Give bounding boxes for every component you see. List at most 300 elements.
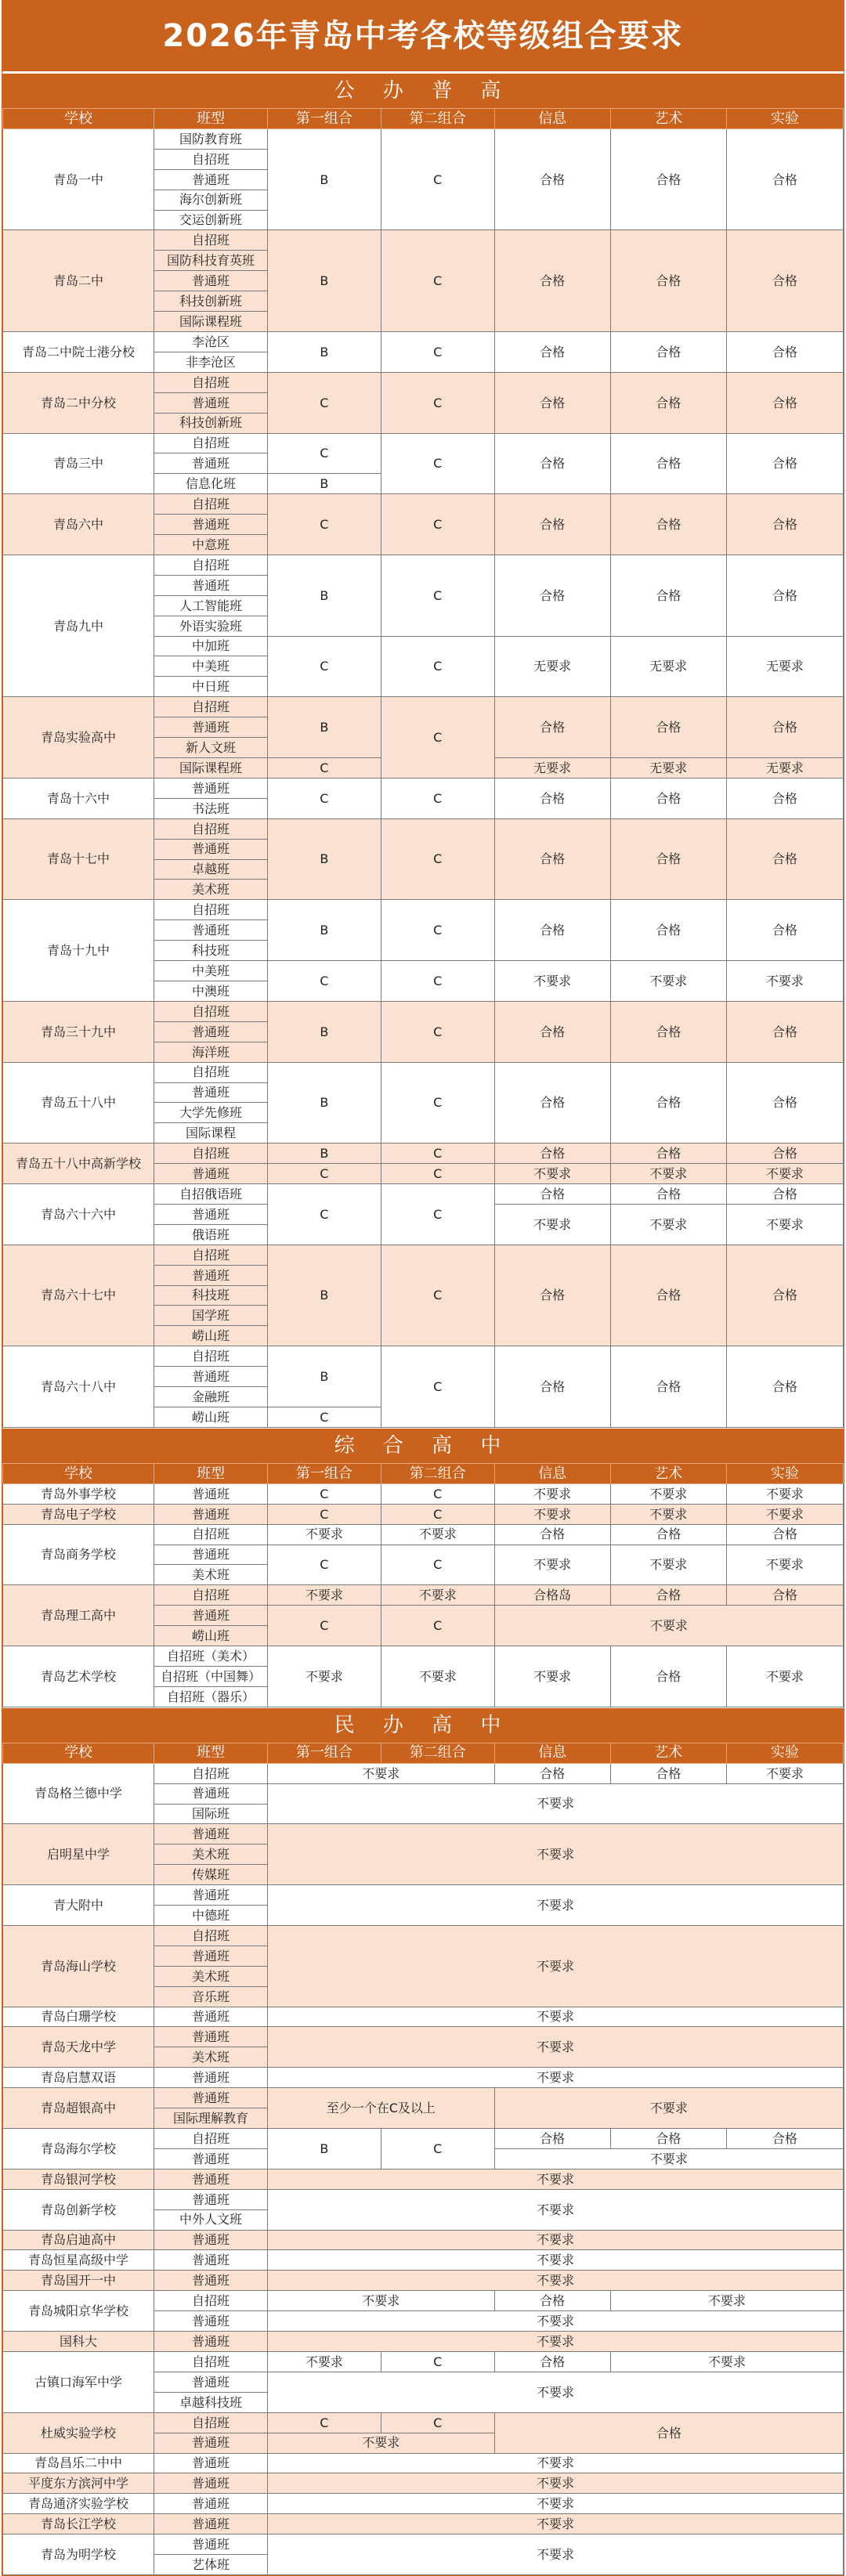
table-row xyxy=(3,1245,844,1265)
class-type: 普通班 xyxy=(154,2473,268,2494)
class-type: 普通班 xyxy=(154,1946,268,1966)
column-header: 班型 xyxy=(154,109,268,129)
class-type: 外语实验班 xyxy=(154,616,268,636)
class-type: 普通班 xyxy=(154,2250,268,2271)
table-row xyxy=(3,1763,844,1783)
class-type: 国际班 xyxy=(154,1804,268,1824)
grade-combo-2: C xyxy=(381,1346,494,1428)
class-type: 自招班 xyxy=(154,2351,268,2372)
class-type: 人工智能班 xyxy=(154,595,268,616)
grade-combo-1: 不要求 xyxy=(267,1646,381,1707)
lab-requirement: 合格 xyxy=(726,2129,843,2149)
info-requirement: 合格 xyxy=(494,1062,610,1143)
lab-requirement: 合格 xyxy=(726,1346,843,1428)
class-type: 崂山班 xyxy=(154,1326,268,1346)
grade-combo-2: C xyxy=(381,230,494,332)
class-type: 普通班 xyxy=(154,392,268,413)
table-row xyxy=(3,2271,844,2291)
table-row xyxy=(3,2332,844,2352)
grade-combo-2: C xyxy=(381,778,494,818)
art-requirement: 无要求 xyxy=(610,758,726,779)
lab-requirement: 合格 xyxy=(726,697,843,758)
table-row xyxy=(3,1184,844,1205)
grade-combo-1: 不要求 xyxy=(267,2351,381,2372)
class-type: 普通班 xyxy=(154,2027,268,2047)
class-type: 普通班 xyxy=(154,1265,268,1285)
class-type: 普通班 xyxy=(154,1367,268,1387)
class-type: 自招班 xyxy=(154,1524,268,1545)
table-row xyxy=(3,778,844,798)
lab-requirement: 不要求 xyxy=(726,1763,843,1783)
grade-combo-2: C xyxy=(381,433,494,494)
table-row xyxy=(3,2534,844,2555)
art-requirement: 合格 xyxy=(610,778,726,818)
class-type: 普通班 xyxy=(154,271,268,291)
requirements: 不要求 xyxy=(267,2473,843,2494)
class-type: 自招班 xyxy=(154,555,268,575)
table-row xyxy=(3,128,844,149)
class-type: 普通班 xyxy=(154,920,268,941)
column-header: 班型 xyxy=(154,1463,268,1483)
grade-combo-1: B xyxy=(267,900,381,961)
class-type: 普通班 xyxy=(154,453,268,474)
info-requirement: 合格 xyxy=(494,778,610,818)
grade-combo-2: C xyxy=(381,372,494,433)
class-type: 普通班 xyxy=(154,2271,268,2291)
class-type: 自招班 xyxy=(154,697,268,717)
info-requirement: 合格 xyxy=(494,1245,610,1346)
column-header: 第二组合 xyxy=(381,1743,494,1763)
info-requirement: 合格 xyxy=(494,1346,610,1428)
class-type: 自招班（中国舞） xyxy=(154,1666,268,1686)
grade-combo-1: C xyxy=(267,433,381,474)
class-type: 普通班 xyxy=(154,2189,268,2209)
class-type: 美术班 xyxy=(154,880,268,900)
art-requirement: 不要求 xyxy=(610,961,726,1002)
table-row xyxy=(3,2291,844,2311)
table-row xyxy=(3,1524,844,1545)
table-row xyxy=(3,331,844,352)
class-type: 国际课程 xyxy=(154,1123,268,1143)
class-type: 普通班 xyxy=(154,2169,268,2189)
school-name: 青岛六十七中 xyxy=(3,1245,154,1346)
grade-combo-2: 不要求 xyxy=(381,1646,494,1707)
grade-combo-1: B xyxy=(267,2129,381,2170)
school-name: 青岛六中 xyxy=(3,494,154,555)
table-row xyxy=(3,1062,844,1082)
school-name: 青岛创新学校 xyxy=(3,2189,154,2230)
class-type: 中美班 xyxy=(154,961,268,981)
table-row xyxy=(3,494,844,515)
class-type: 崂山班 xyxy=(154,1626,268,1646)
info-requirement: 合格 xyxy=(494,2291,610,2311)
class-type: 自招班 xyxy=(154,149,268,169)
class-type: 自招班 xyxy=(154,1925,268,1946)
class-type: 国防科技育英班 xyxy=(154,251,268,271)
requirements: 不要求 xyxy=(267,2494,843,2514)
grade-combo-1: B xyxy=(267,474,381,494)
school-name: 青岛格兰德中学 xyxy=(3,1763,154,1824)
info-requirement: 合格 xyxy=(494,555,610,636)
class-type: 音乐班 xyxy=(154,1986,268,2007)
column-header: 学校 xyxy=(3,1463,154,1483)
art-requirement: 合格 xyxy=(610,900,726,961)
class-type: 自招班 xyxy=(154,1062,268,1082)
lab-requirement: 合格 xyxy=(726,331,843,372)
school-name: 古镇口海军中学 xyxy=(3,2351,154,2412)
lab-requirement: 合格 xyxy=(726,1001,843,1062)
column-header: 第一组合 xyxy=(267,1743,381,1763)
table-header-row xyxy=(3,1463,844,1483)
grade-combo-1: B xyxy=(267,230,381,332)
sections-container xyxy=(2,73,844,2575)
school-name: 国科大 xyxy=(3,2332,154,2352)
art-requirement: 合格 xyxy=(610,697,726,758)
table-row xyxy=(3,2088,844,2108)
grade-combo-2: C xyxy=(381,2412,494,2433)
class-type: 普通班 xyxy=(154,1204,268,1224)
grade-combo-1: C xyxy=(267,636,381,697)
class-type: 国际课程班 xyxy=(154,758,268,779)
table-header-row xyxy=(3,109,844,129)
class-type: 普通班 xyxy=(154,839,268,859)
info-requirement: 合格 xyxy=(494,331,610,372)
table-row xyxy=(3,2129,844,2149)
info-requirement: 合格 xyxy=(494,1143,610,1164)
info-requirement: 合格 xyxy=(494,1524,610,1545)
table-row xyxy=(3,697,844,717)
lab-requirement: 合格 xyxy=(726,372,843,433)
class-type: 中外人文班 xyxy=(154,2209,268,2230)
school-name: 杜威实验学校 xyxy=(3,2412,154,2453)
column-header: 实验 xyxy=(726,109,843,129)
grade-combo-2: 不要求 xyxy=(381,1585,494,1606)
table-header-row xyxy=(3,1743,844,1763)
school-name: 青岛五十八中 xyxy=(3,1062,154,1143)
school-name: 青岛电子学校 xyxy=(3,1504,154,1524)
school-name: 青岛银河学校 xyxy=(3,2169,154,2189)
grade-combo-2: C xyxy=(381,555,494,636)
lab-requirement: 不要求 xyxy=(726,961,843,1002)
table-row xyxy=(3,433,844,453)
school-name: 青岛实验高中 xyxy=(3,697,154,779)
school-name: 青岛三中 xyxy=(3,433,154,494)
class-type: 自招班 xyxy=(154,230,268,251)
grade-combo-1: B xyxy=(267,1245,381,1346)
class-type: 卓越科技班 xyxy=(154,2392,268,2412)
requirements-table xyxy=(2,108,844,1428)
requirements: 不要求 xyxy=(267,1925,843,2007)
class-type: 国学班 xyxy=(154,1306,268,1326)
art-requirement: 无要求 xyxy=(610,636,726,697)
class-type: 普通班 xyxy=(154,1545,268,1565)
class-type: 海洋班 xyxy=(154,1042,268,1062)
table-row xyxy=(3,2027,844,2047)
lab-requirement: 无要求 xyxy=(726,758,843,779)
info-requirement: 不要求 xyxy=(494,1204,610,1245)
grade-combo-1: B xyxy=(267,128,381,230)
grade-combo-1: B xyxy=(267,331,381,372)
lab-requirement: 不要求 xyxy=(726,1164,843,1184)
class-type: 普通班 xyxy=(154,1483,268,1504)
class-type: 普通班 xyxy=(154,2372,268,2392)
grade-combo-2: C xyxy=(381,331,494,372)
class-type: 中德班 xyxy=(154,1906,268,1926)
art-requirement: 合格 xyxy=(610,331,726,372)
requirements: 不要求 xyxy=(267,2189,843,2230)
school-name: 青岛恒星高级中学 xyxy=(3,2250,154,2271)
school-name: 青岛商务学校 xyxy=(3,1524,154,1585)
grade-combo-2: C xyxy=(381,1606,494,1646)
art-requirement: 合格 xyxy=(610,433,726,494)
class-type: 李沧区 xyxy=(154,331,268,352)
grade-combo-1: C xyxy=(267,1504,381,1524)
class-type: 自招班 xyxy=(154,2291,268,2311)
column-header: 实验 xyxy=(726,1463,843,1483)
grade-combos: 至少一个在C及以上 xyxy=(267,2088,494,2129)
requirements: 不要求 xyxy=(267,2068,843,2088)
school-name: 青岛启迪高中 xyxy=(3,2230,154,2250)
column-header: 艺术 xyxy=(610,109,726,129)
table-row xyxy=(3,2494,844,2514)
class-type: 中美班 xyxy=(154,656,268,677)
grade-combo-1: C xyxy=(267,2412,381,2433)
grade-combo-2: C xyxy=(381,1483,494,1504)
art-requirement: 合格 xyxy=(610,372,726,433)
class-type: 中澳班 xyxy=(154,981,268,1001)
class-type: 美术班 xyxy=(154,1966,268,1986)
school-name: 青岛二中院士港分校 xyxy=(3,331,154,372)
requirements: 不要求 xyxy=(267,2311,843,2332)
lab-requirement: 合格 xyxy=(726,778,843,818)
other-requirements: 不要求 xyxy=(494,1606,843,1646)
grade-combo-1: C xyxy=(267,1483,381,1504)
column-header: 信息 xyxy=(494,109,610,129)
class-type: 自招班 xyxy=(154,1585,268,1606)
requirements: 不要求 xyxy=(267,2007,843,2027)
grade-combo-1: B xyxy=(267,818,381,900)
column-header: 实验 xyxy=(726,1743,843,1763)
lab-requirement: 合格 xyxy=(726,1143,843,1164)
class-type: 普通班 xyxy=(154,2433,268,2453)
school-name: 青岛昌乐二中中 xyxy=(3,2453,154,2473)
class-type: 自招班（器乐） xyxy=(154,1686,268,1707)
grade-combo-1: C xyxy=(267,1606,381,1646)
class-type: 科技创新班 xyxy=(154,291,268,312)
info-requirement: 不要求 xyxy=(494,1646,610,1707)
school-name: 青岛五十八中高新学校 xyxy=(3,1143,154,1184)
grade-combos: 不要求 xyxy=(267,2291,494,2311)
class-type: 自招班 xyxy=(154,1346,268,1367)
grade-combo-1: C xyxy=(267,1184,381,1245)
requirements: 不要求 xyxy=(267,2372,843,2412)
class-type: 普通班 xyxy=(154,2088,268,2108)
class-type: 崂山班 xyxy=(154,1407,268,1428)
requirements: 不要求 xyxy=(267,1783,843,1824)
art-requirement: 不要求 xyxy=(610,1483,726,1504)
requirements: 不要求 xyxy=(267,2534,843,2575)
school-name: 青岛海尔学校 xyxy=(3,2129,154,2170)
class-type: 普通班 xyxy=(154,515,268,535)
table-row xyxy=(3,2068,844,2088)
class-type: 普通班 xyxy=(154,1885,268,1906)
class-type: 信息化班 xyxy=(154,474,268,494)
info-requirement: 合格 xyxy=(494,697,610,758)
art-requirement: 不要求 xyxy=(610,1204,726,1245)
requirements: 不要求 xyxy=(267,1824,843,1885)
lab-requirement: 合格 xyxy=(726,494,843,555)
info-requirement: 合格岛 xyxy=(494,1585,610,1606)
school-name: 青岛通济实验学校 xyxy=(3,2494,154,2514)
school-name: 青岛启慧双语 xyxy=(3,2068,154,2088)
lab-requirement: 合格 xyxy=(726,900,843,961)
lab-requirement: 合格 xyxy=(726,230,843,332)
class-type: 交运创新班 xyxy=(154,210,268,230)
requirements: 不要求 xyxy=(267,2027,843,2068)
lab-requirement: 合格 xyxy=(726,555,843,636)
info-requirement: 无要求 xyxy=(494,636,610,697)
info-requirement: 无要求 xyxy=(494,758,610,779)
class-type: 普通班 xyxy=(154,1606,268,1626)
column-header: 第一组合 xyxy=(267,1463,381,1483)
other-requirements: 不要求 xyxy=(494,2088,843,2129)
class-type: 普通班 xyxy=(154,1824,268,1844)
class-type: 自招班 xyxy=(154,818,268,839)
grade-combo-1: B xyxy=(267,1346,381,1407)
section-title: 综 合 高 中 xyxy=(2,1428,844,1463)
art-requirement: 不要求 xyxy=(610,1164,726,1184)
class-type: 传媒班 xyxy=(154,1865,268,1885)
grade-combo-1: C xyxy=(267,961,381,1002)
school-name: 青大附中 xyxy=(3,1885,154,1926)
class-type: 大学先修班 xyxy=(154,1103,268,1123)
table-row xyxy=(3,2473,844,2494)
grade-combo-2: 不要求 xyxy=(381,1524,494,1545)
grade-combo-2: C xyxy=(381,818,494,900)
table-row xyxy=(3,372,844,392)
info-requirement: 合格 xyxy=(494,818,610,900)
section-title: 公 办 普 高 xyxy=(2,73,844,108)
lab-requirement: 合格 xyxy=(726,818,843,900)
lab-requirement: 不要求 xyxy=(726,1204,843,1245)
lab-requirement: 无要求 xyxy=(726,636,843,697)
class-type: 国际理解教育 xyxy=(154,2108,268,2129)
art-requirement: 合格 xyxy=(610,1346,726,1428)
art-requirement: 不要求 xyxy=(610,1545,726,1585)
class-type: 普通班 xyxy=(154,169,268,190)
table-row xyxy=(3,1646,844,1667)
school-name: 青岛白珊学校 xyxy=(3,2007,154,2027)
info-requirement: 合格 xyxy=(494,1184,610,1205)
art-requirement: 合格 xyxy=(610,2129,726,2149)
page-title: 2026年青岛中考各校等级组合要求 xyxy=(2,1,844,73)
table-row xyxy=(3,2351,844,2372)
requirements: 不要求 xyxy=(267,2332,843,2352)
grade-combo-2: C xyxy=(381,636,494,697)
info-requirement: 不要求 xyxy=(494,1483,610,1504)
art-requirement: 合格 xyxy=(610,1143,726,1164)
school-name: 青岛十七中 xyxy=(3,818,154,900)
lab-requirement: 不要求 xyxy=(726,1504,843,1524)
class-type: 书法班 xyxy=(154,798,268,818)
art-requirement: 合格 xyxy=(610,1646,726,1707)
class-type: 普通班 xyxy=(154,2494,268,2514)
school-name: 青岛海山学校 xyxy=(3,1925,154,2007)
class-type: 科技班 xyxy=(154,941,268,961)
grade-combo-2: C xyxy=(381,961,494,1002)
art-requirement: 合格 xyxy=(610,1062,726,1143)
grade-combo-2: C xyxy=(381,128,494,230)
class-type: 美术班 xyxy=(154,1844,268,1865)
class-type: 普通班 xyxy=(154,575,268,595)
info-requirement: 合格 xyxy=(494,128,610,230)
table-row xyxy=(3,1346,844,1367)
info-requirement: 合格 xyxy=(494,230,610,332)
grade-combo-1: B xyxy=(267,1143,381,1164)
requirements: 不要求 xyxy=(267,2230,843,2250)
class-type: 新人文班 xyxy=(154,738,268,758)
class-type: 普通班 xyxy=(154,2068,268,2088)
grade-combo-2: C xyxy=(381,494,494,555)
grade-combo-2: C xyxy=(381,1062,494,1143)
column-header: 信息 xyxy=(494,1743,610,1763)
class-type: 普通班 xyxy=(154,717,268,738)
table-row xyxy=(3,2412,844,2433)
grade-combo-1: B xyxy=(267,555,381,636)
grade-combo-2: C xyxy=(381,900,494,961)
other-requirements: 合格 xyxy=(494,2412,843,2453)
info-requirement: 不要求 xyxy=(494,961,610,1002)
school-name: 青岛超银高中 xyxy=(3,2088,154,2129)
info-requirement: 合格 xyxy=(494,433,610,494)
class-type: 普通班 xyxy=(154,1164,268,1184)
column-header: 第二组合 xyxy=(381,1463,494,1483)
grade-combo-2: C xyxy=(381,1184,494,1245)
class-type: 金融班 xyxy=(154,1387,268,1407)
school-name: 青岛理工高中 xyxy=(3,1585,154,1646)
class-type: 普通班 xyxy=(154,2311,268,2332)
grade-combo-2: C xyxy=(381,1504,494,1524)
table-row xyxy=(3,1885,844,1906)
class-type: 自招班 xyxy=(154,433,268,453)
school-name: 青岛十九中 xyxy=(3,900,154,1002)
table-row xyxy=(3,2189,844,2209)
school-name: 青岛国开一中 xyxy=(3,2271,154,2291)
school-name: 青岛九中 xyxy=(3,555,154,696)
art-requirement: 合格 xyxy=(610,230,726,332)
table-row xyxy=(3,900,844,920)
class-type: 自招班 xyxy=(154,494,268,515)
grade-combo-2: C xyxy=(381,2351,494,2372)
school-name: 青岛长江学校 xyxy=(3,2514,154,2534)
column-header: 第一组合 xyxy=(267,109,381,129)
class-type: 自招班 xyxy=(154,372,268,392)
table-row xyxy=(3,1483,844,1504)
school-name: 青岛为明学校 xyxy=(3,2534,154,2575)
art-requirement: 合格 xyxy=(610,1585,726,1606)
requirements: 不要求 xyxy=(267,2453,843,2473)
class-type: 自招班 xyxy=(154,900,268,920)
art-requirement: 合格 xyxy=(610,128,726,230)
column-header: 第二组合 xyxy=(381,109,494,129)
info-requirement: 不要求 xyxy=(494,1504,610,1524)
class-type: 普通班 xyxy=(154,1082,268,1103)
class-type: 普通班 xyxy=(154,2332,268,2352)
table-row xyxy=(3,2007,844,2027)
section-title: 民 办 高 中 xyxy=(2,1707,844,1743)
table-row xyxy=(3,818,844,839)
class-type: 科技班 xyxy=(154,1285,268,1306)
